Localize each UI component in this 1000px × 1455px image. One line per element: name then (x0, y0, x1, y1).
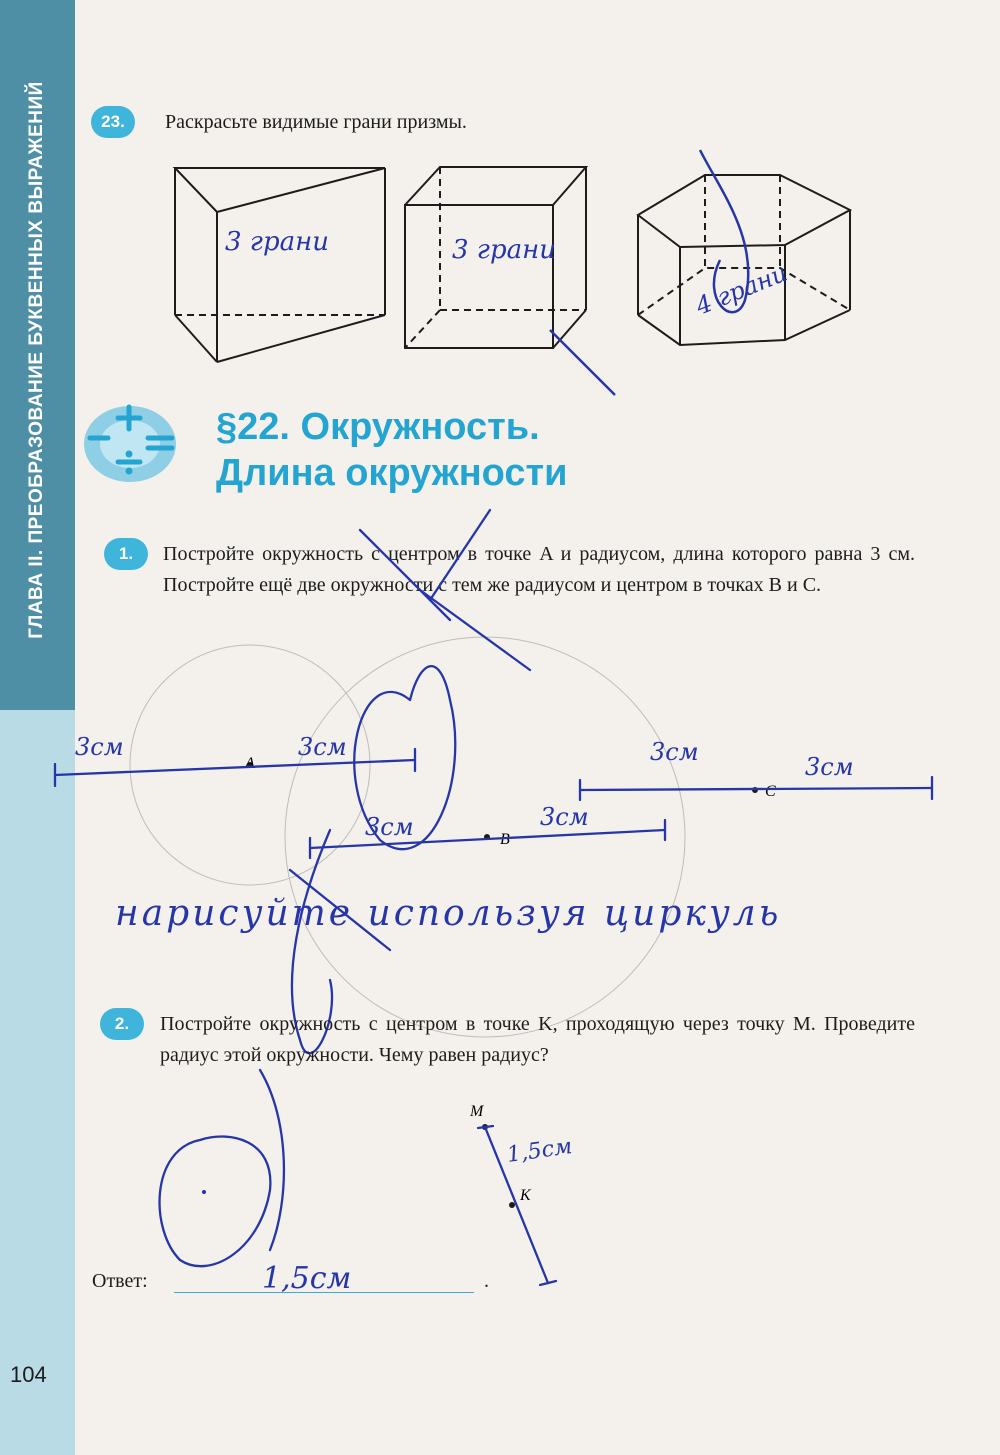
answer-period: . (484, 1270, 489, 1292)
task2-note: 1,5см (505, 1134, 574, 1168)
point-a-label: A (245, 755, 255, 772)
task1-note-2: 3см (298, 733, 347, 761)
task1-note-1: 3см (75, 733, 124, 761)
task1-handwriting: нарисуйте используя циркуль (115, 893, 782, 934)
chapter-title: ГЛАВА II. ПРЕОБРАЗОВАНИЕ БУКВЕННЫХ ВЫРАЖЕНИЙ (26, 81, 47, 639)
task-2-badge: 2. (100, 1008, 144, 1040)
task1-note-4: 3см (805, 753, 854, 781)
task-23-text: Раскрасьте видимые грани призмы. (165, 111, 467, 133)
task-1-text: Постройте окружность с центром в точке A и радиусом, длина которого равна 3 см. Постройте ещё две окружности с тем же радиусом и центром в точках B и C. (163, 543, 915, 596)
page-number: 104 (10, 1362, 47, 1387)
task23-note-3: 4 грани (691, 258, 792, 321)
point-k-label: K (520, 1187, 531, 1204)
task1-note-3: 3см (650, 738, 699, 766)
task23-note-1: 3 грани (225, 227, 329, 257)
point-b-label: B (500, 831, 510, 848)
section-title-line-2: Длина окружности (216, 452, 568, 494)
task1-note-6: 3см (540, 803, 589, 831)
task-2-text: Постройте окружность с центром в точке K, проходящую через точку M. Проведите радиус этой окружности. Чему равен радиус? (160, 1013, 915, 1066)
task-23-badge: 23. (91, 106, 135, 138)
point-c-label: C (765, 783, 776, 800)
task1-note-5: 3см (365, 813, 414, 841)
answer-label: Ответ: (92, 1270, 148, 1292)
task23-note-2: 3 грани (452, 235, 556, 265)
answer-value: 1,5см (262, 1261, 352, 1296)
section-title-line-1: §22. Окружность. (216, 406, 540, 448)
point-m-label: M (470, 1103, 484, 1120)
task-1-badge: 1. (104, 538, 148, 570)
